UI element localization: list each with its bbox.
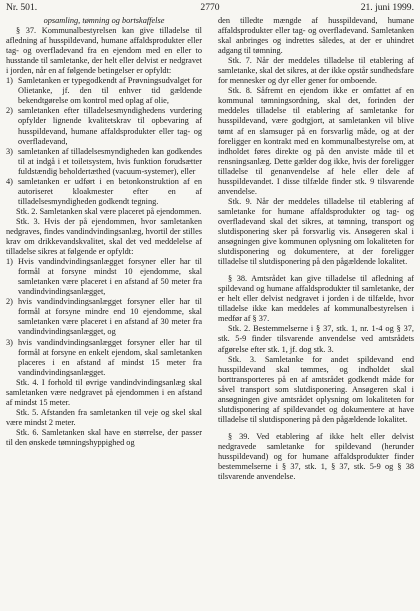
paragraph: Stk. 9. Når der meddeles tilladelse til etablering af samletanke for humane affaldsprodukter og tag- og overfladevand skal det sikres, at tømning, transport og slutdisponering sker på forsvarlig vis. Ansøgeren skal i ansøgningen give kommunen oplysning om lokaliteten for slutdisponering og dokumentere, at der foreligger tilladelse til slutdisponering på den pågældende lokalitet. — [218, 196, 414, 267]
paragraph: Stk. 8. Såfremt en ejendom ikke er omfattet af en kommunal tømningsordning, skal det, forinden der meddeles tilladelse til etablering af samletanke for husspildevand, være godtgjort, at samletanken vil blive tømt af en slamsuger på en forsvarlig måde, og at der foreligger en kontrakt med en kommunalbestyrelse om, at indholdet føres direkte og på den anviste måde til et rensningsanlæg. Dette gælder dog ikke, hvis der foreligger tilladelse til genanvendelse af hele eller dele af husspildevandet. I disse tilfælde finder stk. 9 tilsvarende anvendelse. — [218, 86, 414, 196]
list-item-number: 1) — [6, 76, 13, 86]
list-item — [6, 147, 202, 177]
page-header — [6, 2, 414, 16]
list-item-text: samletanken er udført i en betonkonstruktion af en autoriseret kloakmester efter en af tilladelsesmyndigheden godkendt tegning. — [18, 176, 202, 206]
list-item-number: 3) — [6, 337, 13, 347]
paragraph: Stk. 2. Samletanken skal være placeret på ejendommen. — [16, 206, 202, 216]
list-item-number: 2) — [6, 297, 13, 307]
paragraph: Stk. 4. I forhold til øvrige vandindvindingsanlæg skal samletanken være nedgravet på ejendommen i en afstand af mindst 15 meter. — [6, 377, 202, 407]
left-column — [6, 16, 202, 610]
issue-number: Nr. 501. — [6, 2, 38, 13]
list-item-text: hvis vandindvindingsanlægget forsyner eller har til formål at forsyne mindre end 10 ejendomme, skal samletanken være placeret i en afstand af 30 meter fra vandindvindingsanlægget, og — [18, 297, 202, 337]
list-item — [6, 257, 202, 297]
page-number: 2770 — [200, 2, 220, 13]
paragraph-continued: den tilledte mængde af husspildevand, humane affaldsprodukter eller tag- og overfladevand. Samletanken skal anbringes og indrettes således, at der er uhindret adgang til tømning. — [218, 16, 414, 56]
right-column — [218, 16, 414, 610]
paragraph: § 39. Ved etablering af ikke helt eller delvist nedgravede samletanke for spildevand (herunder husspildevand) og for humane affaldsprodukter finder bestemmelserne i § 37, stk. 1, § 37, stk. 5-9 og § 38 tilsvarende anvendelse. — [218, 431, 414, 482]
list-item — [6, 338, 202, 378]
section-heading: opsamling, tømning og bortskaffelse — [43, 16, 165, 25]
list-item — [6, 106, 202, 146]
list-item-number: 3) — [6, 146, 13, 156]
paragraph: Stk. 6. Samletanken skal have en størrelse, der passer til den ønskede tømningshyppighed og — [6, 427, 202, 447]
issue-date: 21. juni 1999. — [360, 2, 414, 13]
list-item-number: 2) — [6, 106, 13, 116]
section-spacer — [218, 425, 414, 432]
list-item-text: Hvis vandindvindingsanlægget forsyner eller har til formål at forsyne mindst 10 ejendomme, skal samletanken være placeret i en afstand af 50 meter fra vandindvindingsanlægget, — [18, 257, 202, 297]
paragraph: Stk. 7. Når der meddeles tilladelse til etablering af samletanke, skal det sikres, at der ikke opstår sundhedsfare for mennesker og dyr eller gener for omboende. — [218, 56, 414, 86]
paragraph: § 38. Amtsrådet kan give tilladelse til afledning af spildevand og humane affaldsprodukter til samletanke, der er helt eller delvist nedgravet i jorden i de tilfælde, hvor tilladelse ikke kan meddeles af kommunalbestyrelsen i medfør af § 37. — [218, 274, 414, 324]
paragraph: Stk. 5. Afstanden fra samletanken til veje og skel skal være mindst 2 meter. — [6, 407, 202, 427]
list-item-number: 4) — [6, 176, 13, 186]
paragraph: Stk. 3. Samletanke for andet spildevand end husspildevand skal tømmes, og indholdet skal borttransporteres på en af amtsrådet godkendt måde for såvel transport som slutdisponering. Ansøgeren skal i ansøgningen give amtsrådet oplysning om lokaliteten for slutdisponering af spildevandet og dokumentere at have tilladelse til slutdisponering på den pågældende lokalitet. — [218, 354, 414, 424]
section-spacer — [218, 267, 414, 274]
list-item — [6, 177, 202, 207]
list-item-number: 1) — [6, 257, 13, 267]
list-item — [6, 76, 202, 106]
paragraph: Stk. 3. Hvis der på ejendommen, hvor samletanken nedgraves, findes vandindvindingsanlæg, hvortil der stilles krav om drikkevandskvalitet, skal det ved meddelelse af tilladelse sikres at følgende er opfyldt: — [6, 216, 202, 257]
list-item-text: samletanken efter tilladelsesmyndighedens vurdering opfylder lignende kvalitetskrav til opbevaring af husspildevand, humane affaldsprodukter eller tag- og overfladevand, — [18, 106, 202, 146]
list-item-text: Samletanken er typegodkendt af Prøvningsudvalget for Olietanke, jf. den til enhver tid gældende bekendtgørelse om kontrol med oplag af olie, — [18, 76, 202, 106]
paragraph: Stk. 2. Bestemmelserne i § 37, stk. 1, nr. 1-4 og § 37, stk. 5-9 finder tilsvarende anvendelse ved amtsrådets afgørelse efter stk. 1, jf. dog stk. 3. — [218, 324, 414, 354]
paragraph: § 37. Kommunalbestyrelsen kan give tilladelse til afledning af husspildevand, humane affaldsprodukter eller tag- og overfladevand fra en ejendom med en eller to husstande til samletanke, der helt eller delvist er nedgravet i jorden, når en af følgende betingelser er opfyldt: — [6, 26, 202, 76]
list-item — [6, 297, 202, 337]
list-item-text: hvis vandindvindingsanlægget forsyner eller har til formål at forsyne en enkelt ejendom, skal samletanken placeres i en afstand af mindst 15 meter fra vandindvindingsanlægget. — [18, 337, 202, 377]
list-item-text: samletanken af tilladelsesmyndigheden kan godkendes til at indgå i et toiletsystem, hvis funktion forudsætter fuldstændig beholdertæthed (vacuum-systemer), eller — [18, 146, 202, 176]
